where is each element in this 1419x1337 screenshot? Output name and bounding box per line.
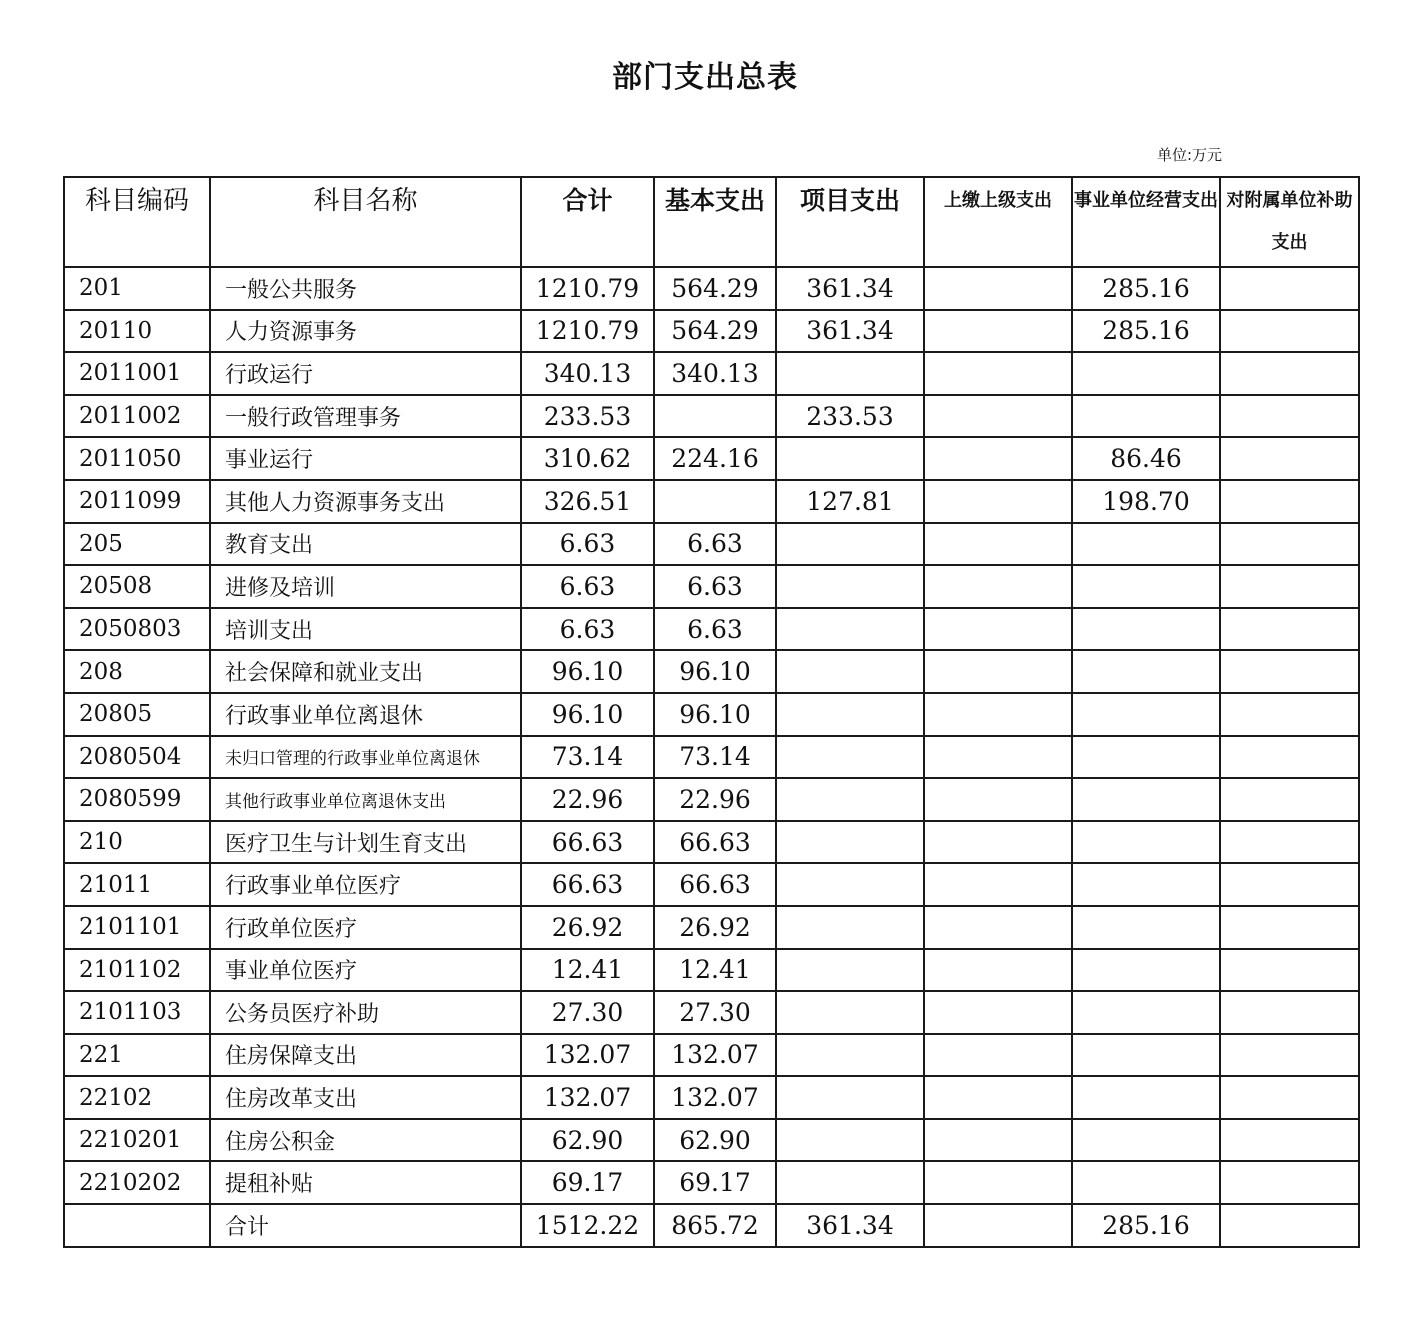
cell-basic (654, 395, 776, 438)
cell-total: 69.17 (521, 1161, 654, 1204)
cell-name: 人力资源事务 (210, 310, 521, 353)
cell-upper (924, 352, 1072, 395)
header-total: 合计 (521, 177, 654, 267)
cell-project (776, 693, 924, 736)
cell-basic: 69.17 (654, 1161, 776, 1204)
table-row (64, 437, 1359, 480)
table-row (64, 310, 1359, 353)
cell-subsidy (1220, 949, 1359, 992)
cell-subsidy (1220, 1119, 1359, 1162)
cell-project: 361.34 (776, 310, 924, 353)
table-row (64, 906, 1359, 949)
cell-code: 2210202 (64, 1161, 210, 1204)
table-header (64, 177, 1359, 267)
cell-name: 提租补贴 (210, 1161, 521, 1204)
cell-total: 326.51 (521, 480, 654, 523)
cell-business (1072, 821, 1220, 864)
cell-upper (924, 906, 1072, 949)
cell-business (1072, 736, 1220, 779)
cell-basic: 26.92 (654, 906, 776, 949)
table-body (64, 267, 1359, 1247)
cell-upper (924, 437, 1072, 480)
header-code: 科目编码 (64, 177, 210, 267)
cell-project: 361.34 (776, 267, 924, 310)
table-row (64, 1034, 1359, 1077)
table-row (64, 991, 1359, 1034)
table-row (64, 480, 1359, 523)
cell-basic: 6.63 (654, 523, 776, 566)
cell-name: 社会保障和就业支出 (210, 650, 521, 693)
header-project: 项目支出 (776, 177, 924, 267)
unit-label: 单位:万元 (1157, 146, 1223, 164)
cell-upper (924, 1161, 1072, 1204)
table-row (64, 608, 1359, 651)
cell-project (776, 821, 924, 864)
cell-business (1072, 565, 1220, 608)
cell-total: 66.63 (521, 821, 654, 864)
cell-code: 20508 (64, 565, 210, 608)
cell-total: 310.62 (521, 437, 654, 480)
cell-project (776, 650, 924, 693)
cell-upper (924, 480, 1072, 523)
cell-business (1072, 395, 1220, 438)
cell-subsidy (1220, 310, 1359, 353)
cell-business: 198.70 (1072, 480, 1220, 523)
cell-subsidy (1220, 395, 1359, 438)
cell-basic: 27.30 (654, 991, 776, 1034)
cell-basic: 62.90 (654, 1119, 776, 1162)
cell-subsidy (1220, 608, 1359, 651)
cell-code: 2101103 (64, 991, 210, 1034)
cell-name: 住房公积金 (210, 1119, 521, 1162)
table-row (64, 395, 1359, 438)
cell-business (1072, 608, 1220, 651)
cell-project: 361.34 (776, 1204, 924, 1247)
cell-business: 285.16 (1072, 310, 1220, 353)
cell-upper (924, 608, 1072, 651)
cell-name: 行政事业单位医疗 (210, 863, 521, 906)
cell-name: 行政运行 (210, 352, 521, 395)
cell-basic: 66.63 (654, 821, 776, 864)
cell-business (1072, 352, 1220, 395)
cell-upper (924, 821, 1072, 864)
header-subsidy: 对附属单位补助支出 (1220, 177, 1359, 267)
cell-project (776, 778, 924, 821)
expenditure-table (63, 176, 1360, 1248)
cell-project (776, 1076, 924, 1119)
cell-name: 住房改革支出 (210, 1076, 521, 1119)
cell-subsidy (1220, 821, 1359, 864)
cell-project (776, 1034, 924, 1077)
table-row (64, 1076, 1359, 1119)
cell-code: 2210201 (64, 1119, 210, 1162)
cell-name: 住房保障支出 (210, 1034, 521, 1077)
cell-total: 22.96 (521, 778, 654, 821)
header-upper: 上缴上级支出 (924, 177, 1072, 267)
cell-subsidy (1220, 480, 1359, 523)
cell-name: 教育支出 (210, 523, 521, 566)
cell-code: 221 (64, 1034, 210, 1077)
cell-total: 1210.79 (521, 310, 654, 353)
cell-subsidy (1220, 991, 1359, 1034)
cell-name: 行政单位医疗 (210, 906, 521, 949)
cell-basic (654, 480, 776, 523)
table-row (64, 1204, 1359, 1247)
cell-name: 公务员医疗补助 (210, 991, 521, 1034)
cell-upper (924, 1076, 1072, 1119)
cell-name: 其他行政事业单位离退休支出 (210, 778, 521, 821)
cell-upper (924, 310, 1072, 353)
cell-name: 未归口管理的行政事业单位离退休 (210, 736, 521, 779)
cell-basic: 6.63 (654, 565, 776, 608)
cell-code: 2101101 (64, 906, 210, 949)
cell-upper (924, 267, 1072, 310)
cell-subsidy (1220, 1034, 1359, 1077)
cell-total: 66.63 (521, 863, 654, 906)
cell-business: 86.46 (1072, 437, 1220, 480)
cell-subsidy (1220, 1204, 1359, 1247)
cell-code: 2101102 (64, 949, 210, 992)
cell-business (1072, 1119, 1220, 1162)
cell-upper (924, 949, 1072, 992)
cell-project: 127.81 (776, 480, 924, 523)
table-row (64, 523, 1359, 566)
table-row (64, 778, 1359, 821)
cell-total: 96.10 (521, 650, 654, 693)
table-row (64, 352, 1359, 395)
table-row (64, 736, 1359, 779)
cell-project (776, 437, 924, 480)
cell-basic: 96.10 (654, 650, 776, 693)
cell-total: 6.63 (521, 608, 654, 651)
cell-basic: 73.14 (654, 736, 776, 779)
cell-name: 其他人力资源事务支出 (210, 480, 521, 523)
cell-business (1072, 1161, 1220, 1204)
cell-total: 1210.79 (521, 267, 654, 310)
cell-project (776, 736, 924, 779)
cell-project: 233.53 (776, 395, 924, 438)
table-row (64, 267, 1359, 310)
cell-upper (924, 1034, 1072, 1077)
cell-business (1072, 650, 1220, 693)
cell-subsidy (1220, 1076, 1359, 1119)
cell-code: 208 (64, 650, 210, 693)
cell-business (1072, 778, 1220, 821)
cell-upper (924, 693, 1072, 736)
cell-basic: 6.63 (654, 608, 776, 651)
cell-basic: 66.63 (654, 863, 776, 906)
table-row (64, 863, 1359, 906)
cell-code: 2011099 (64, 480, 210, 523)
cell-code: 210 (64, 821, 210, 864)
cell-upper (924, 778, 1072, 821)
cell-upper (924, 650, 1072, 693)
cell-total: 27.30 (521, 991, 654, 1034)
cell-total: 1512.22 (521, 1204, 654, 1247)
cell-project (776, 523, 924, 566)
cell-total: 340.13 (521, 352, 654, 395)
cell-subsidy (1220, 906, 1359, 949)
cell-name: 事业单位医疗 (210, 949, 521, 992)
cell-total: 12.41 (521, 949, 654, 992)
cell-project (776, 949, 924, 992)
cell-subsidy (1220, 778, 1359, 821)
cell-upper (924, 395, 1072, 438)
header-row (64, 177, 1359, 267)
cell-code: 2080504 (64, 736, 210, 779)
cell-code: 20805 (64, 693, 210, 736)
cell-code: 205 (64, 523, 210, 566)
cell-subsidy (1220, 523, 1359, 566)
cell-business: 285.16 (1072, 1204, 1220, 1247)
cell-business (1072, 991, 1220, 1034)
cell-project (776, 1161, 924, 1204)
cell-basic: 12.41 (654, 949, 776, 992)
table-row (64, 1119, 1359, 1162)
cell-total: 96.10 (521, 693, 654, 736)
cell-name: 培训支出 (210, 608, 521, 651)
header-basic: 基本支出 (654, 177, 776, 267)
cell-business (1072, 906, 1220, 949)
cell-code: 22102 (64, 1076, 210, 1119)
table-row (64, 1161, 1359, 1204)
cell-basic: 132.07 (654, 1034, 776, 1077)
cell-business (1072, 1076, 1220, 1119)
cell-upper (924, 523, 1072, 566)
cell-name: 一般公共服务 (210, 267, 521, 310)
cell-total: 6.63 (521, 565, 654, 608)
cell-upper (924, 991, 1072, 1034)
cell-code (64, 1204, 210, 1247)
cell-project (776, 1119, 924, 1162)
cell-upper (924, 1204, 1072, 1247)
cell-basic: 865.72 (654, 1204, 776, 1247)
cell-project (776, 863, 924, 906)
cell-basic: 564.29 (654, 310, 776, 353)
cell-project (776, 991, 924, 1034)
cell-project (776, 906, 924, 949)
cell-business (1072, 863, 1220, 906)
cell-upper (924, 863, 1072, 906)
cell-name: 一般行政管理事务 (210, 395, 521, 438)
cell-code: 2011050 (64, 437, 210, 480)
cell-project (776, 608, 924, 651)
cell-subsidy (1220, 267, 1359, 310)
cell-basic: 340.13 (654, 352, 776, 395)
cell-total: 26.92 (521, 906, 654, 949)
page-title: 部门支出总表 (612, 60, 798, 95)
cell-upper (924, 565, 1072, 608)
cell-total: 6.63 (521, 523, 654, 566)
cell-total: 62.90 (521, 1119, 654, 1162)
cell-code: 2080599 (64, 778, 210, 821)
cell-total: 132.07 (521, 1076, 654, 1119)
cell-basic: 224.16 (654, 437, 776, 480)
header-name: 科目名称 (210, 177, 521, 267)
cell-project (776, 352, 924, 395)
cell-subsidy (1220, 352, 1359, 395)
cell-subsidy (1220, 650, 1359, 693)
table-row (64, 650, 1359, 693)
cell-basic: 96.10 (654, 693, 776, 736)
cell-project (776, 565, 924, 608)
cell-total: 73.14 (521, 736, 654, 779)
cell-name: 医疗卫生与计划生育支出 (210, 821, 521, 864)
header-business: 事业单位经营支出 (1072, 177, 1220, 267)
cell-upper (924, 1119, 1072, 1162)
table-row (64, 949, 1359, 992)
cell-basic: 22.96 (654, 778, 776, 821)
cell-subsidy (1220, 1161, 1359, 1204)
cell-basic: 132.07 (654, 1076, 776, 1119)
cell-subsidy (1220, 437, 1359, 480)
cell-business (1072, 693, 1220, 736)
cell-subsidy (1220, 693, 1359, 736)
cell-code: 201 (64, 267, 210, 310)
cell-subsidy (1220, 736, 1359, 779)
table-row (64, 693, 1359, 736)
cell-business: 285.16 (1072, 267, 1220, 310)
cell-business (1072, 523, 1220, 566)
cell-name: 事业运行 (210, 437, 521, 480)
cell-name: 行政事业单位离退休 (210, 693, 521, 736)
cell-code: 2050803 (64, 608, 210, 651)
cell-business (1072, 949, 1220, 992)
cell-code: 20110 (64, 310, 210, 353)
cell-subsidy (1220, 565, 1359, 608)
table-row (64, 821, 1359, 864)
cell-basic: 564.29 (654, 267, 776, 310)
cell-code: 2011001 (64, 352, 210, 395)
table-row (64, 565, 1359, 608)
cell-code: 21011 (64, 863, 210, 906)
cell-name: 进修及培训 (210, 565, 521, 608)
cell-total: 132.07 (521, 1034, 654, 1077)
cell-business (1072, 1034, 1220, 1077)
cell-upper (924, 736, 1072, 779)
cell-name: 合计 (210, 1204, 521, 1247)
cell-code: 2011002 (64, 395, 210, 438)
cell-total: 233.53 (521, 395, 654, 438)
cell-subsidy (1220, 863, 1359, 906)
